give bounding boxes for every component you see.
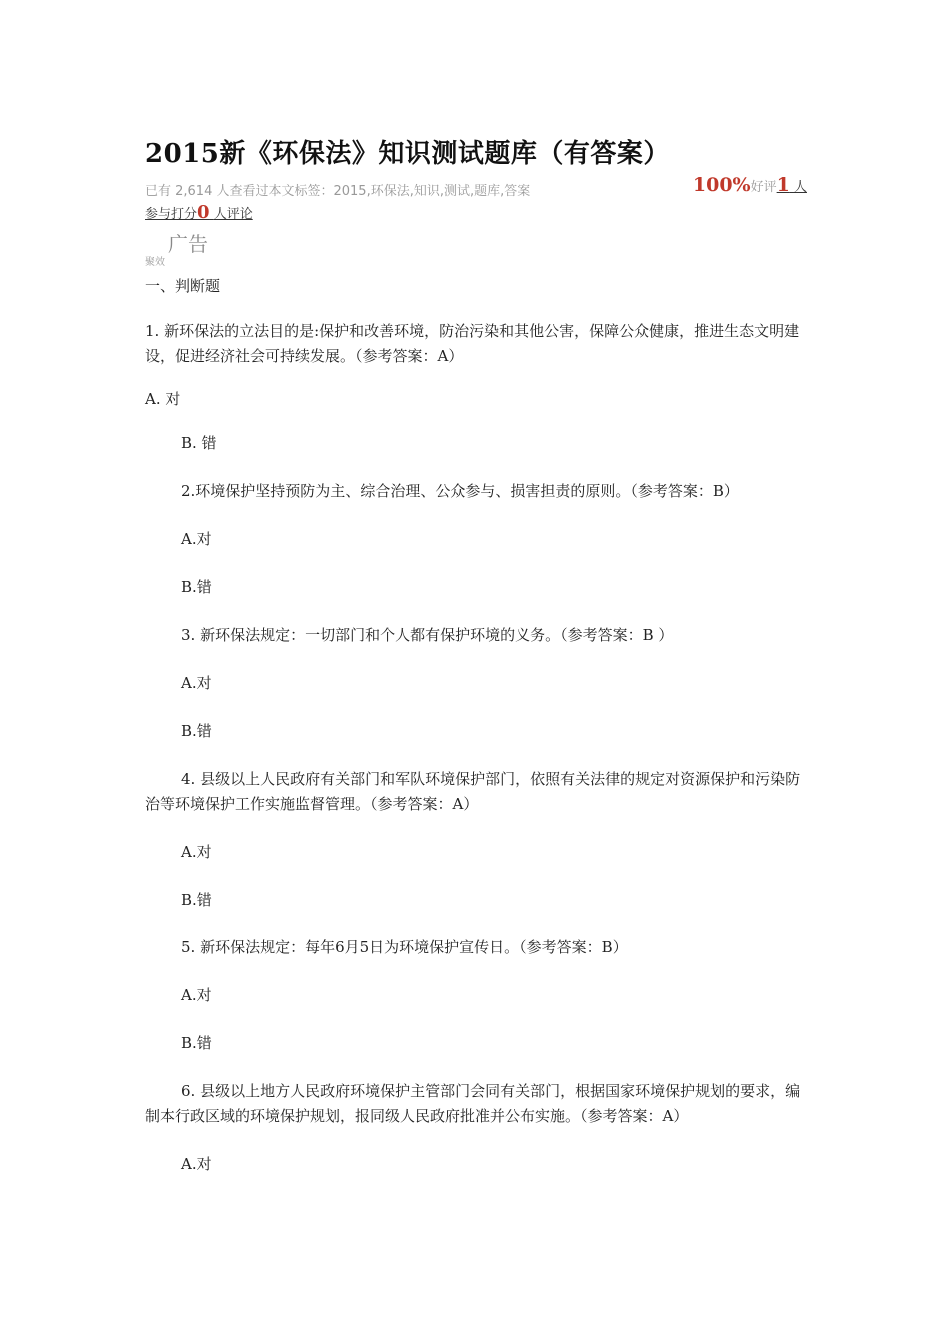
ad-label[interactable]: 广告 — [168, 232, 208, 256]
question-4-option-b: B.错 — [181, 891, 212, 909]
question-3-option-b: B.错 — [181, 722, 212, 740]
question-4: 4. 县级以上人民政府有关部门和军队环境保护部门，依照有关法律的规定对资源保护和污染防治等环境保护工作实施监督管理。（参考答案：A） — [145, 770, 801, 813]
question-1: 1. 新环保法的立法目的是:保护和改善环境，防治污染和其他公害，保障公众健康，推进生态文明建设，促进经济社会可持续发展。（参考答案：A） — [145, 322, 800, 365]
rating-count: 1 — [776, 174, 790, 196]
view-count-and-tags: 已有 2,614 人查看过本文标签：2015,环保法,知识,测试,题库,答案 — [145, 184, 531, 199]
question-2: 2.环境保护坚持预防为主、综合治理、公众参与、损害担责的原则。（参考答案：B） — [181, 482, 739, 500]
question-5-option-b: B.错 — [181, 1034, 212, 1052]
rating-percent: 100% — [692, 174, 751, 196]
ad-source: 聚效 — [145, 257, 165, 268]
participate-label: 参与打分 — [145, 207, 198, 222]
rating-summary — [693, 174, 807, 196]
rating-count-link[interactable] — [776, 174, 807, 196]
rating-label: 好评 — [750, 180, 777, 195]
question-2-option-a: A.对 — [181, 530, 212, 548]
rating-unit: 人 — [793, 180, 807, 195]
question-5-option-a: A.对 — [181, 986, 212, 1004]
section-heading: 一、判断题 — [145, 277, 221, 295]
question-6: 6. 县级以上地方人民政府环境保护主管部门会同有关部门，根据国家环境保护规划的要求，编制本行政区域的环境保护规划，报同级人民政府批准并公布实施。（参考答案：A） — [145, 1082, 801, 1125]
question-3-option-a: A.对 — [181, 674, 212, 692]
question-5: 5. 新环保法规定：每年6月5日为环境保护宣传日。（参考答案：B） — [181, 938, 628, 956]
question-6-option-a: A.对 — [181, 1155, 212, 1173]
question-4-option-a: A.对 — [181, 843, 212, 861]
comment-label: 人评论 — [213, 207, 253, 222]
participate-link[interactable] — [145, 202, 253, 223]
question-1-option-b: B. 错 — [181, 434, 217, 452]
question-2-option-b: B.错 — [181, 578, 212, 596]
question-1-option-a: A. 对 — [145, 390, 181, 408]
participate-count: 0 — [197, 202, 210, 223]
question-3: 3. 新环保法规定：一切部门和个人都有保护环境的义务。（参考答案：B ） — [181, 626, 674, 644]
participate-row — [145, 202, 253, 223]
page-title: 2015新《环保法》知识测试题库（有答案） — [145, 139, 670, 169]
